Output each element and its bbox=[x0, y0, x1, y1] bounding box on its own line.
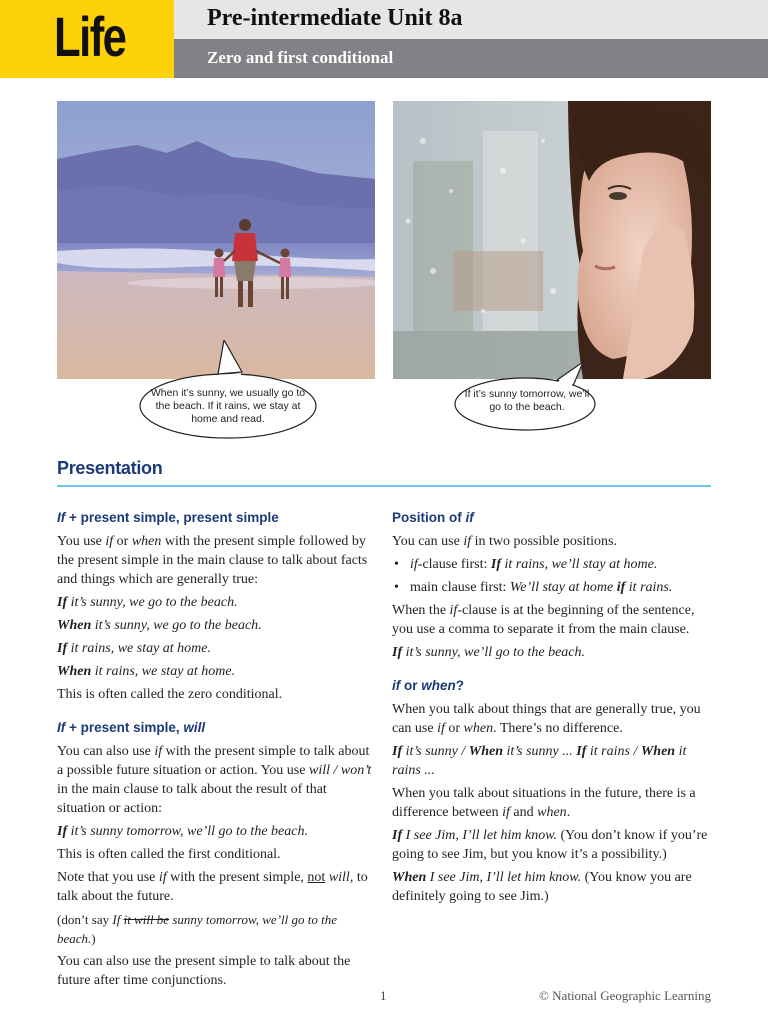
heading-zero-conditional: If + present simple, present simple bbox=[57, 510, 279, 525]
paragraph: This is often called the zero conditional. bbox=[57, 687, 283, 702]
example-sentence: If it rains, we stay at home. bbox=[57, 641, 212, 656]
subtitle-bar bbox=[174, 39, 768, 78]
title-bar bbox=[174, 0, 768, 39]
list-item: • if-clause first: If it rains, we’ll stay at home. bbox=[392, 555, 712, 574]
example-sentence: If it’s sunny, we go to the beach. bbox=[57, 595, 238, 610]
speech-bubble-right bbox=[453, 360, 601, 432]
beach-photo bbox=[57, 101, 375, 379]
example-sentence: If I see Jim, I’ll let him know. (You don’t know if you’re going to see Jim, but you know it’s a possibility.) bbox=[392, 828, 708, 862]
example-sentence: If it’s sunny / When it’s sunny ... If it rains / When it rains ... bbox=[392, 744, 687, 778]
girl-window-photo bbox=[393, 101, 711, 379]
paragraph: You can use if in two possible positions. bbox=[392, 534, 617, 549]
page-number: 1 bbox=[380, 988, 387, 1003]
bubble-left-text: When it’s sunny, we usually go to the beach. If it rains, we stay at home and read. bbox=[150, 387, 306, 425]
paragraph: When the if-clause is at the beginning of the sentence, you use a comma to separate it from the main clause. bbox=[392, 603, 695, 637]
paragraph: This is often called the first conditional. bbox=[57, 847, 281, 862]
left-column bbox=[57, 506, 377, 994]
logo-text: Life bbox=[54, 5, 126, 68]
list-item: • main clause first: We’ll stay at home if it rains. bbox=[392, 578, 712, 597]
copyright-notice: © National Geographic Learning bbox=[539, 988, 711, 1003]
heading-position-of-if: Position of if bbox=[392, 510, 474, 525]
bubble-right-text: If it’s sunny tomorrow, we’ll go to the beach. bbox=[464, 388, 590, 413]
unit-subtitle: Zero and first conditional bbox=[207, 48, 394, 67]
paragraph: You use if or when with the present simple followed by the present simple in the main clause to talk about facts and things which are generally true: bbox=[57, 534, 368, 587]
position-list bbox=[392, 555, 712, 597]
example-sentence: If it’s sunny, we’ll go to the beach. bbox=[392, 645, 586, 660]
example-sentence: When I see Jim, I’ll let him know. (You know you are definitely going to see Jim.) bbox=[392, 870, 692, 904]
speech-bubble-left bbox=[138, 340, 318, 440]
paragraph: You can also use the present simple to talk about the future after time conjunctions. bbox=[57, 954, 351, 988]
presentation-divider bbox=[57, 485, 711, 487]
paragraph: When you talk about situations in the future, there is a difference between if and when. bbox=[392, 786, 696, 820]
right-column bbox=[392, 506, 712, 910]
dont-say-note: (don’t say If it will be sunny tomorrow, we’ll go to the beach.) bbox=[57, 912, 337, 946]
unit-title: Pre-intermediate Unit 8a bbox=[207, 5, 463, 31]
heading-if-or-when: if or when? bbox=[392, 678, 465, 693]
example-sentence: When it rains, we stay at home. bbox=[57, 664, 236, 679]
heading-first-conditional: If + present simple, will bbox=[57, 720, 206, 735]
presentation-heading: Presentation bbox=[57, 458, 163, 478]
paragraph: Note that you use if with the present simple, not will, to talk about the future. bbox=[57, 870, 368, 904]
paragraph: You can also use if with the present simple to talk about a possible future situation or action. You use will / won’t in the main clause to talk about the result of that situation or action: bbox=[57, 744, 372, 816]
example-sentence: When it’s sunny, we go to the beach. bbox=[57, 618, 262, 633]
paragraph: When you talk about things that are generally true, you can use if or when. There’s no difference. bbox=[392, 702, 701, 736]
example-sentence: If it’s sunny tomorrow, we’ll go to the beach. bbox=[57, 824, 308, 839]
life-logo bbox=[0, 0, 174, 78]
